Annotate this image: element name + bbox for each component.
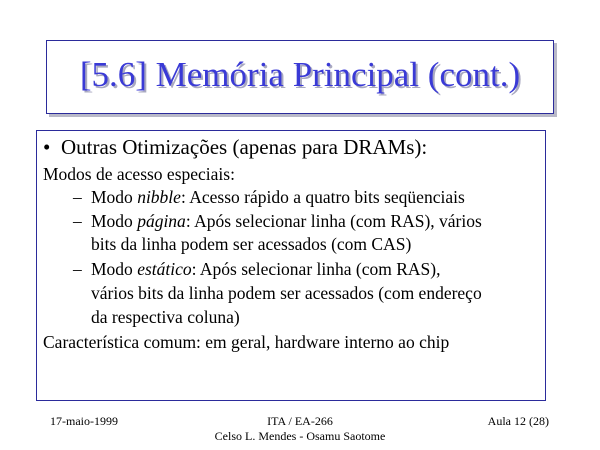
footer-date: 17-maio-1999 — [50, 414, 118, 428]
slide-title: [5.6] Memória Principal (cont.) — [79, 55, 521, 94]
modes-intro: Modos de acesso especiais: — [43, 164, 235, 184]
footer-page: Aula 12 (28) — [487, 414, 549, 428]
mode-nibble-term: nibble — [137, 187, 181, 207]
footer-course: ITA / EA-266 — [267, 414, 333, 428]
dash-icon: – — [73, 187, 82, 207]
mode-pagina-pre: Modo — [91, 211, 138, 231]
mode-estatico-cont-2: da respectiva coluna) — [91, 307, 240, 327]
heading-text: Outras Otimizações (apenas para DRAMs): — [61, 135, 428, 159]
mode-estatico-pre: Modo — [91, 259, 138, 279]
dash-icon: – — [73, 259, 82, 279]
common-characteristic: Característica comum: em geral, hardware interno ao chip — [43, 332, 450, 352]
mode-nibble-desc: : Acesso rápido a quatro bits seqüenciais — [180, 187, 465, 207]
mode-estatico-cont-1: vários bits da linha podem ser acessados (com endereço — [91, 283, 482, 303]
title-box — [46, 40, 554, 114]
footer-authors: Celso L. Mendes - Osamu Saotome — [214, 429, 386, 443]
mode-estatico-term: estático — [137, 259, 192, 279]
bullet-heading — [43, 135, 427, 160]
mode-pagina-term: página — [137, 211, 186, 231]
content-box — [36, 130, 546, 401]
bullet-icon: • — [43, 135, 51, 159]
mode-estatico — [73, 258, 440, 280]
mode-nibble — [73, 186, 465, 208]
mode-nibble-pre: Modo — [91, 187, 138, 207]
mode-estatico-desc: : Após selecionar linha (com RAS), — [191, 259, 441, 279]
mode-pagina — [73, 210, 482, 232]
dash-icon: – — [73, 211, 82, 231]
mode-pagina-desc: : Após selecionar linha (com RAS), vários — [185, 211, 482, 231]
mode-pagina-cont-1: bits da linha podem ser acessados (com CAS) — [91, 234, 412, 254]
